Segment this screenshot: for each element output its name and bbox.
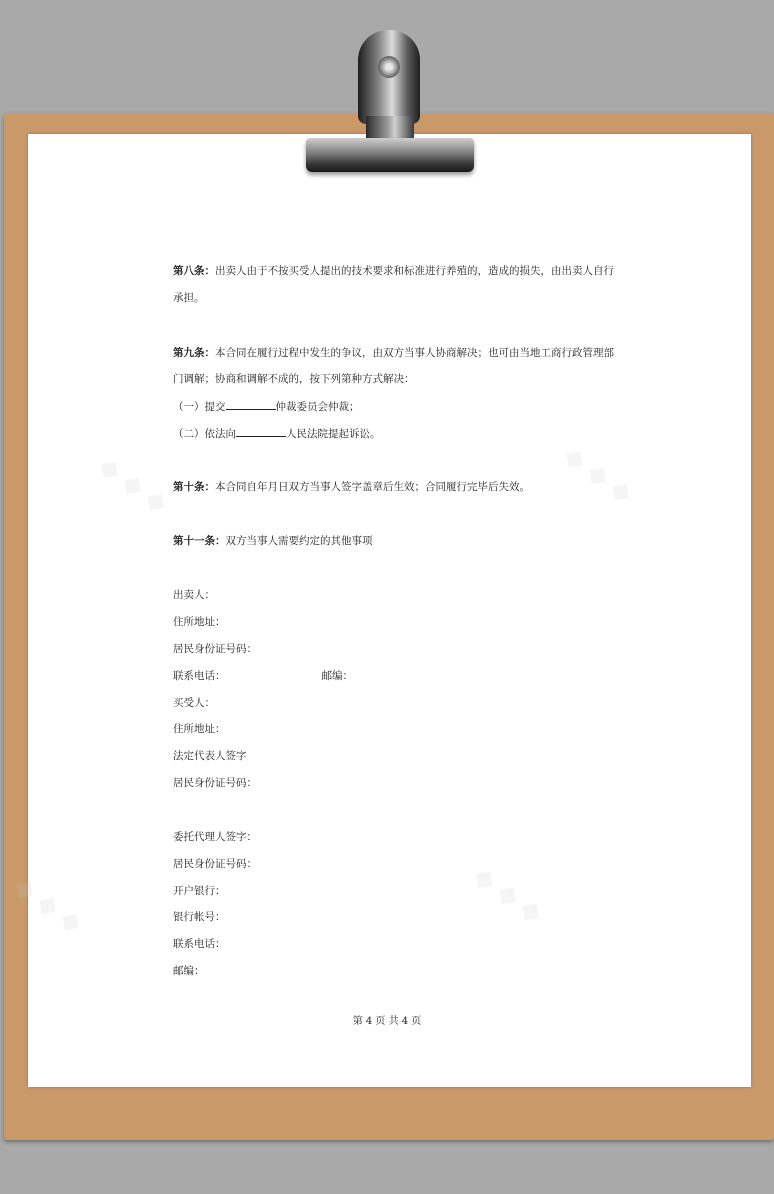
agent-bank: 开户银行： (173, 885, 226, 897)
agent-account: 银行帐号： (173, 911, 226, 923)
seller-phone-row: 联系电话： 邮编： (173, 670, 353, 682)
agent-postcode: 邮编： (173, 965, 205, 977)
article-10-line-1: 第十条：本合同自年月日双方当事人签字盖章后生效；合同履行完毕后失效。 (173, 481, 530, 493)
seller-label: 出卖人： (173, 589, 215, 601)
buyer-label: 买受人： (173, 697, 215, 709)
buyer-id: 居民身份证号码： (173, 777, 257, 789)
seller-address: 住所地址： (173, 616, 226, 628)
agent-id: 居民身份证号码： (173, 858, 257, 870)
page-number: 第 4 页 共 4 页 (352, 1016, 422, 1027)
article-9-option-2: （二）依法向 人民法院提起诉讼。 (173, 428, 381, 440)
seller-id: 居民身份证号码： (173, 643, 257, 655)
article-8-line-1: 第八条：出卖人由于不按买受人提出的技术要求和标准进行养殖的，造成的损失，由出卖人自行 (173, 265, 614, 277)
article-11-line-1: 第十一条：双方当事人需要约定的其他事项 (173, 535, 373, 547)
article-9-line-2: 门调解；协商和调解不成的，按下列第种方式解决： (173, 373, 415, 385)
buyer-address: 住所地址： (173, 723, 226, 735)
article-9-line-1: 第九条：本合同在履行过程中发生的争议，由双方当事人协商解决；也可由当地工商行政管理部 (173, 347, 614, 359)
agent-phone: 联系电话： (173, 938, 226, 950)
buyer-legal-rep: 法定代表人签字 (173, 750, 247, 762)
watermark: ◆ ◆ ◆ (93, 450, 174, 520)
agent-label: 委托代理人签字： (173, 831, 257, 843)
article-8-line-2: 承担。 (173, 292, 205, 304)
watermark: ◆ ◆ ◆ (468, 860, 549, 930)
article-9-option-1: （一）提交 仲裁委员会仲裁； (173, 401, 360, 413)
watermark: ◆ ◆ ◆ (8, 870, 89, 940)
watermark: ◆ ◆ ◆ (558, 440, 639, 510)
